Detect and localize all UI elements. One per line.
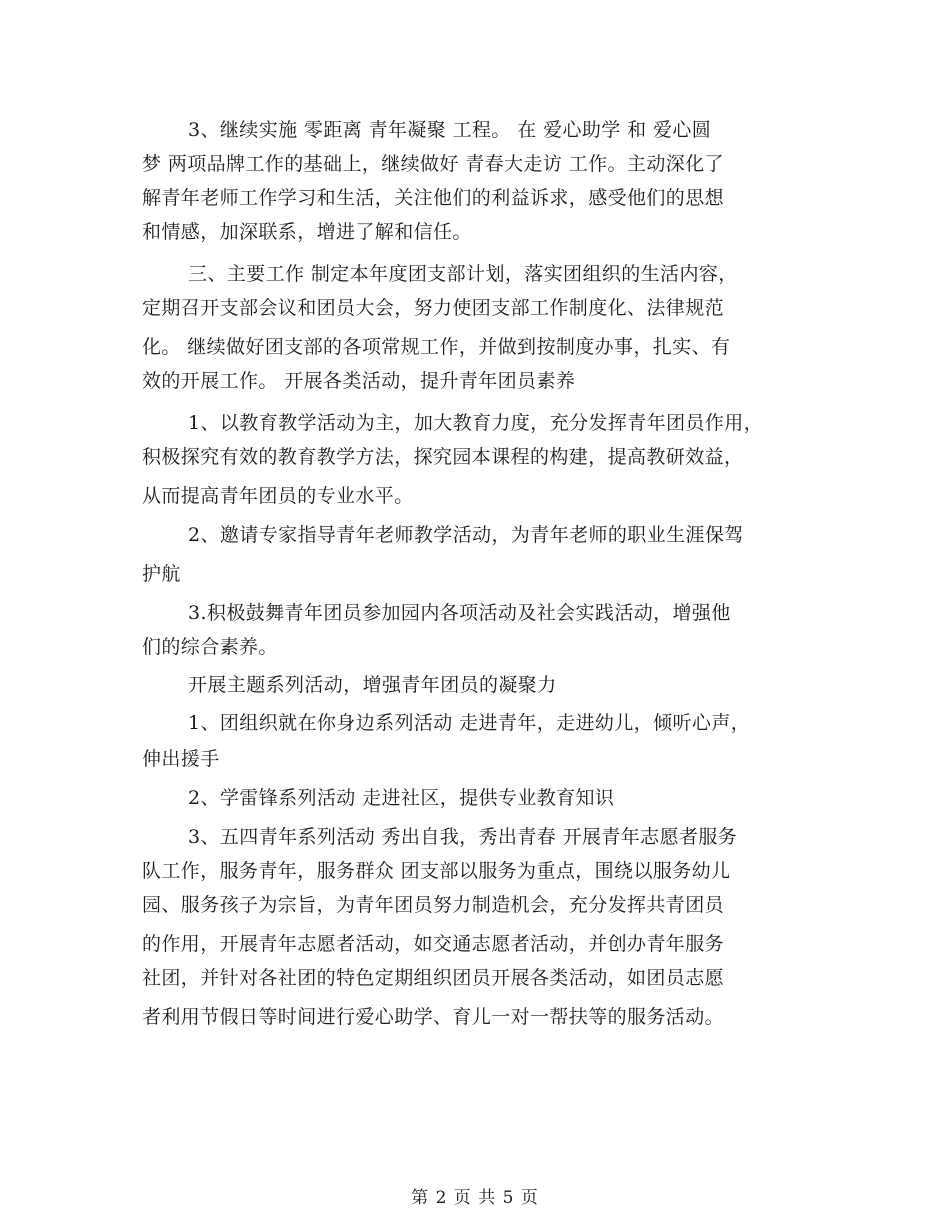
paragraph-line: 化。 继续做好团支部的各项常规工作，并做到按制度办事，扎实、有	[142, 336, 731, 358]
paragraph-line: 者利用节假日等时间进行爱心助学、育儿一对一帮扶等的服务活动。	[142, 1006, 725, 1028]
paragraph-line: 梦 两项品牌工作的基础上，继续做好 青春大走访 工作。主动深化了	[142, 153, 724, 175]
paragraph-line: 园、服务孩子为宗旨，为青年团员努力制造机会，充分发挥共青团员	[142, 894, 725, 916]
paragraph-line: 社团，并针对各社团的特色定期组织团员开展各类活动，如团员志愿	[142, 967, 725, 989]
paragraph-line: 从而提高青年团员的专业水平。	[142, 485, 414, 507]
paragraph-line: 2、邀请专家指导青年老师教学活动，为青年老师的职业生涯保驾	[188, 524, 744, 546]
paragraph-line: 队工作，服务青年，服务群众 团支部以服务为重点，围绕以服务幼儿	[142, 860, 731, 882]
paragraph-line: 2、学雷锋系列活动 走进社区，提供专业教育知识	[188, 787, 615, 809]
paragraph-line: 三、主要工作 制定本年度团支部计划，落实团组织的生活内容，	[188, 263, 738, 285]
paragraph-line: 护航	[142, 563, 181, 585]
paragraph-line: 伸出援手	[142, 748, 220, 770]
page-number-footer: 第 2 页 共 5 页	[411, 1188, 539, 1208]
paragraph-line: 积极探究有效的教育教学方法，探究园本课程的构建，提高教研效益，	[142, 446, 744, 468]
paragraph-line: 1、团组织就在你身边系列活动 走进青年，走进幼儿，倾听心声，	[188, 712, 751, 734]
section-heading: 开展主题系列活动，增强青年团员的凝聚力	[188, 674, 557, 696]
paragraph-line: 3、继续实施 零距离 青年凝聚 工程。 在 爱心助学 和 爱心圆	[188, 119, 712, 141]
paragraph-line: 3.积极鼓舞青年团员参加园内各项活动及社会实践活动，增强他	[188, 602, 731, 624]
paragraph-line: 们的综合素养。	[142, 636, 278, 658]
paragraph-line: 和情感，加深联系，增进了解和信任。	[142, 221, 472, 243]
paragraph-line: 解青年老师工作学习和生活，关注他们的利益诉求，感受他们的思想	[142, 187, 725, 209]
paragraph-line: 3、五四青年系列活动 秀出自我，秀出青春 开展青年志愿者服务	[188, 826, 738, 848]
paragraph-line: 效的开展工作。 开展各类活动，提升青年团员素养	[142, 370, 576, 392]
paragraph-line: 的作用，开展青年志愿者活动，如交通志愿者活动，并创办青年服务	[142, 933, 725, 955]
paragraph-line: 1、以教育教学活动为主，加大教育力度，充分发挥青年团员作用，	[188, 412, 764, 434]
paragraph-line: 定期召开支部会议和团员大会，努力使团支部工作制度化、法律规范	[142, 297, 725, 319]
